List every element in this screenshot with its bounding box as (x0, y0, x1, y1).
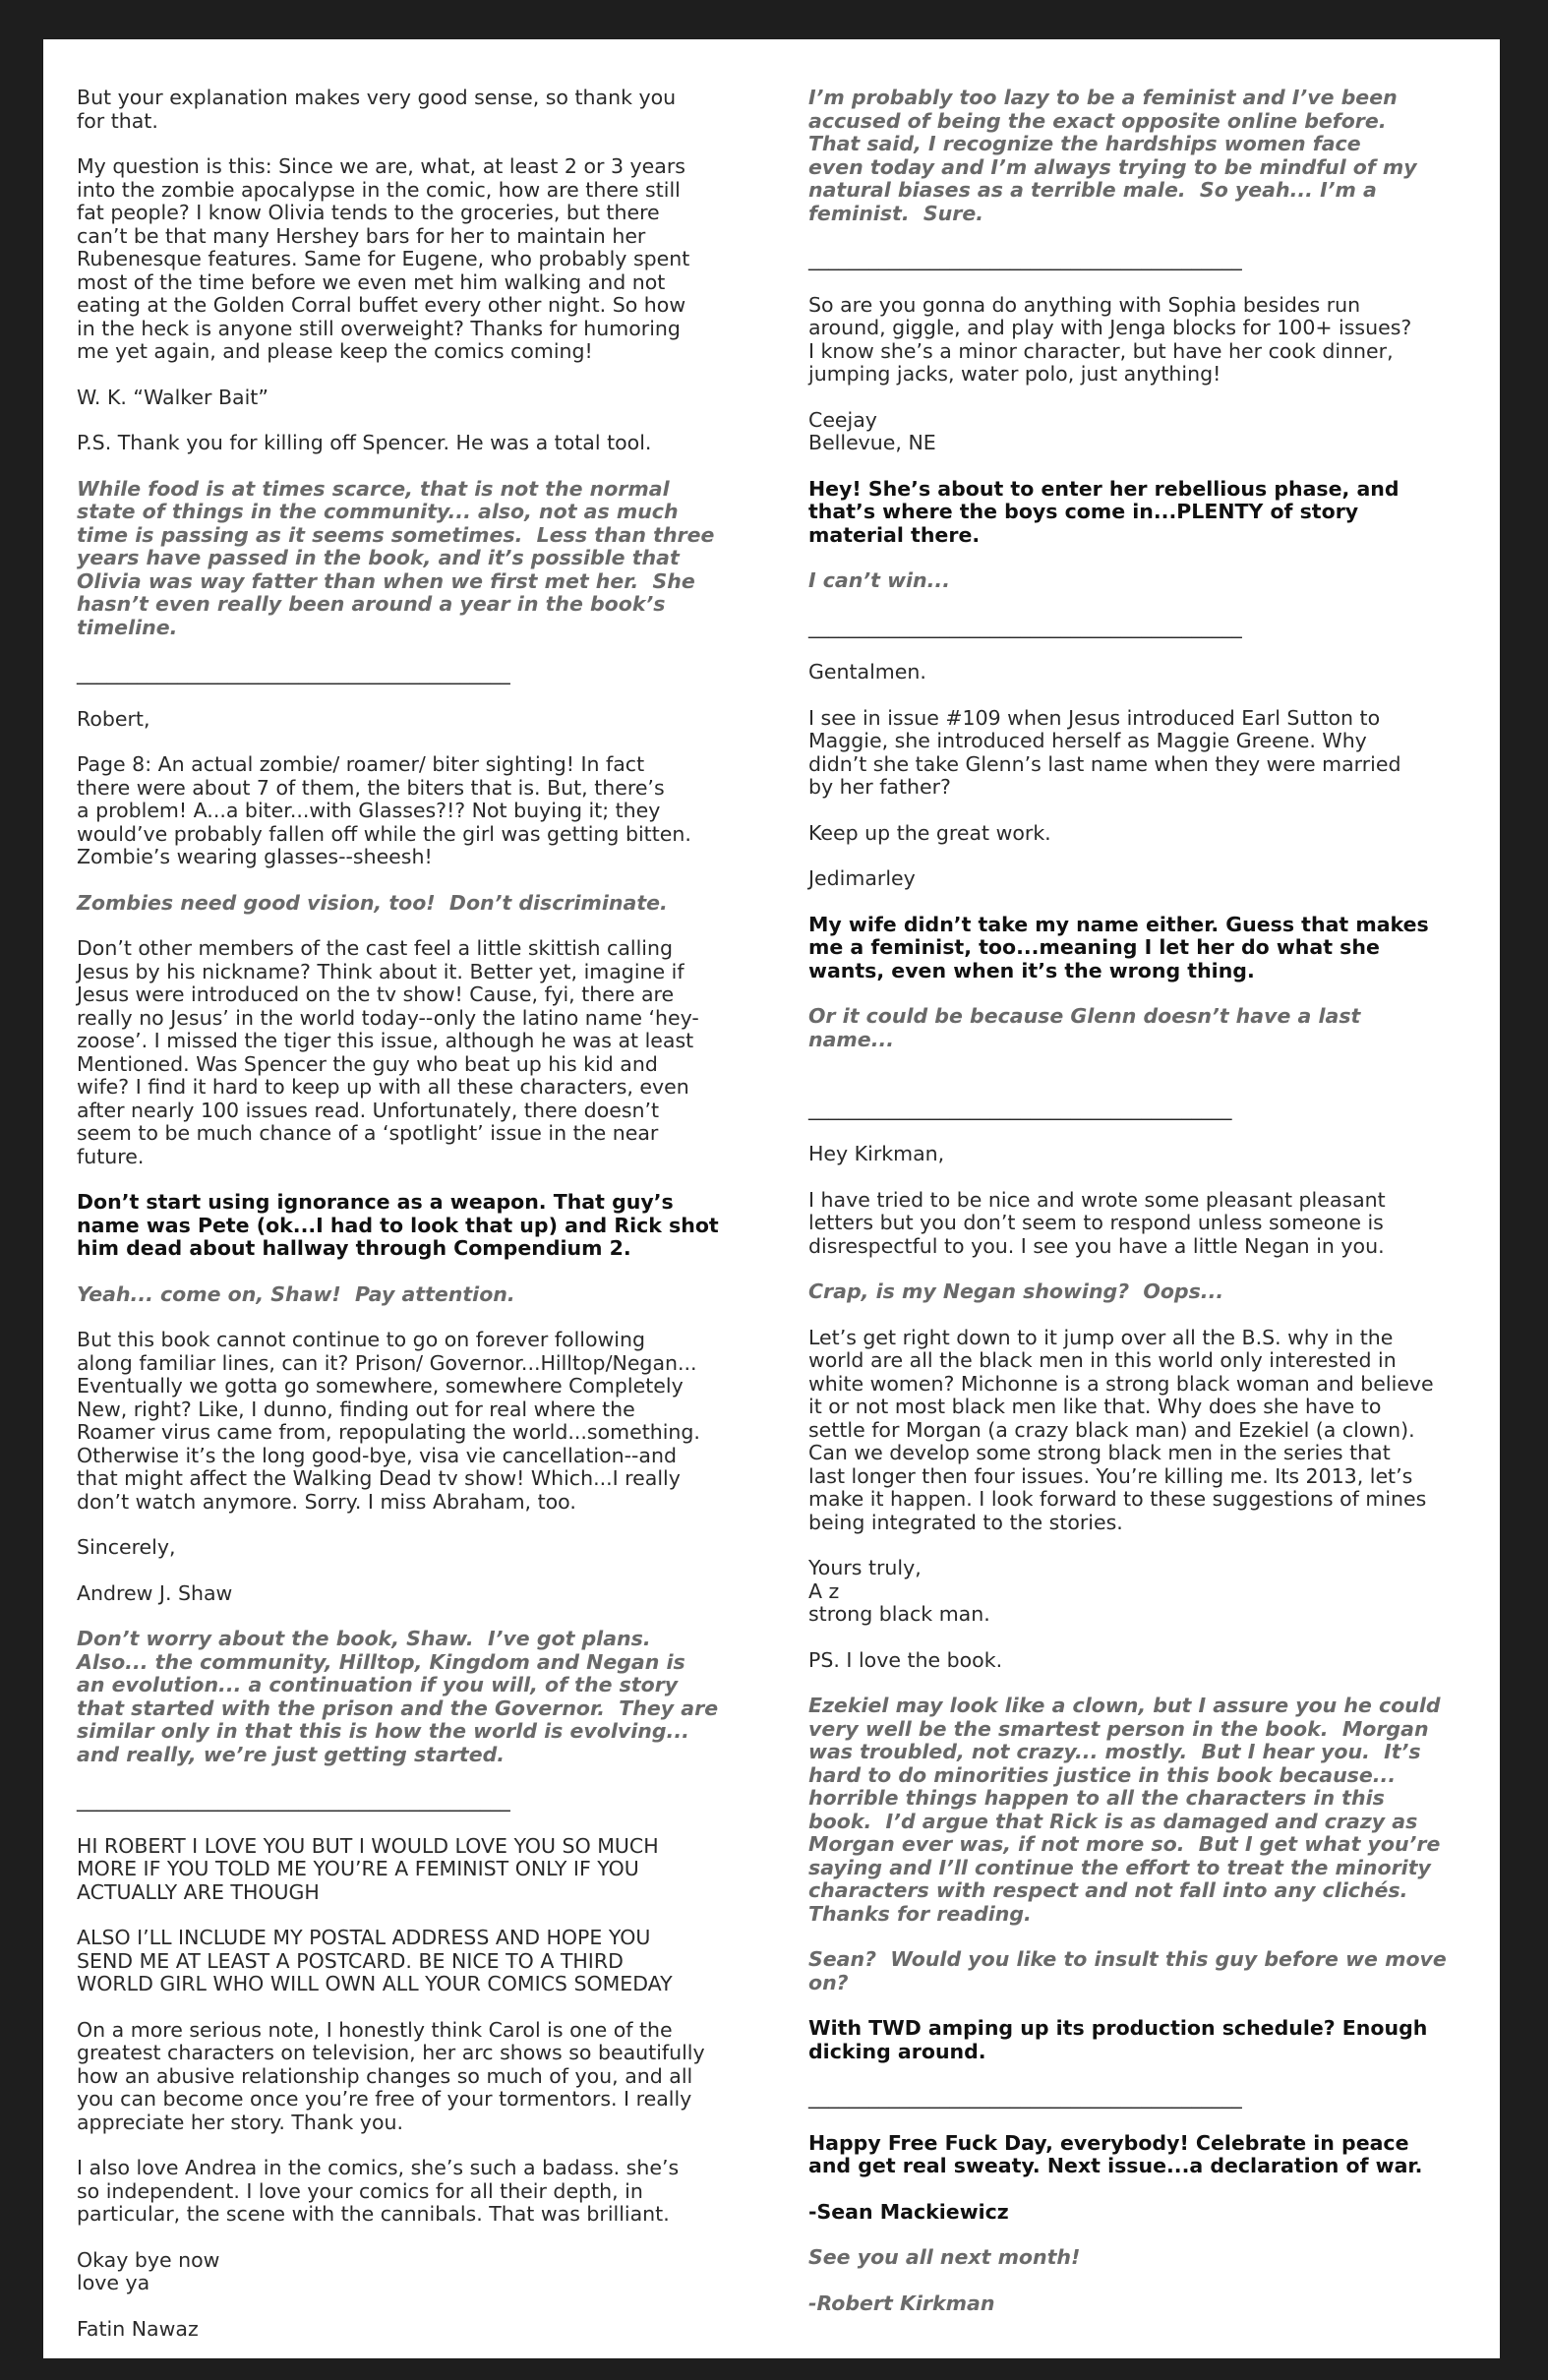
letter-paragraph: I have tried to be nice and wrote some pleasant pleasant letters but you don’t seem to respond unless someone is disrespectful to you. I see you have a little Negan in you. (808, 1187, 1386, 1258)
editor-reply: I’m probably too lazy to be a feminist and I’ve been accused of being the exact opposite online before. That said, I recognize the hardships women face even today and I’m always trying to be mindful of my natural biases as a terrible male. So yeah... I’m a feminist. Sure. (808, 86, 1417, 225)
letter-paragraph: Don’t other members of the cast feel a little skittish calling Jesus by his nickname? Think about it. Better yet, imagine if Jesus were introduced on the tv show! Cause, fyi, there are really no Jesus’ in the world today--only the latino name ‘hey- zoose’. I missed the tiger this issue, although he was at least Mentioned. Was Spencer the guy who beat up his kid and wife? I find it hard to keep up with all these characters, even after nearly 100 issues read. Unfortunately, there doesn’t seem to be much chance of a ‘spotlight’ issue in the near future. (77, 936, 699, 1168)
editor-reply: Yeah... come on, Shaw! Pay attention. (77, 1281, 515, 1306)
letter-paragraph: W. K. “Walker Bait” (77, 385, 268, 409)
letter-paragraph: My question is this: Since we are, what, at least 2 or 3 years into the zombie apocalypse in the comic, how are there still fat people? I know Olivia tends to the groceries, but there can’t be that many Hershey bars for her to maintain her Rubenesque features. Same for Eugene, who probably spent most of the time before we even met him walking and not eating at the Golden Corral buffet every other night. So how in the heck is anyone still overweight? Thanks for humoring me yet again, and please keep the comics coming! (77, 154, 690, 363)
letter-paragraph: Yours truly, A z strong black man. (808, 1556, 990, 1626)
separator-line: ___________________________________________ (808, 2085, 1242, 2109)
letter-paragraph: I see in issue #109 when Jesus introduced Earl Sutton to Maggie, she introduced herself as Maggie Greene. Why didn’t she take Glenn’s last name when they were married by her father? (808, 705, 1401, 799)
editor-reply: While food is at times scarce, that is not the normal state of things in the community... also, not as much time is passing as it seems sometimes. Less than three years have passed in the book, and it’s possible that Olivia was way fatter than when we first met her. She hasn’t even really been around a year in the book’s timeline. (77, 476, 715, 639)
letter-paragraph: Fatin Nawaz (77, 2316, 199, 2341)
letter-paragraph: So are you gonna do anything with Sophia besides run around, giggle, and play with Jenga blocks for 100+ issues? I know she’s a minor character, but have her cook dinner, jumping jacks, water polo, just anything! (808, 292, 1412, 386)
editor-reply-bold: My wife didn’t take my name either. Guess that makes me a feminist, too...meaning I let her do what she wants, even when it’s the wrong thing. (808, 912, 1429, 982)
letter-paragraph: But your explanation makes very good sense, so thank you for that. (77, 86, 677, 133)
editor-reply-bold: Don’t start using ignorance as a weapon. That guy’s name was Pete (ok...I had to look that up) and Rick shot him dead about hallway through Compendium 2. (77, 1190, 719, 1260)
letter-paragraph: Keep up the great work. (808, 820, 1051, 845)
editor-reply: Zombies need good vision, too! Don’t discriminate. (77, 890, 668, 915)
separator-line: ___________________________________________ (808, 247, 1242, 270)
editor-reply: I can’t win... (808, 568, 950, 592)
editor-reply-bold: Hey! She’s about to enter her rebellious phase, and that’s where the boys come in...PLENTY of story material there. (808, 476, 1399, 547)
letter-paragraph: Robert, (77, 706, 150, 731)
right-column (808, 87, 1497, 2338)
editor-reply-bold: Happy Free Fuck Day, everybody! Celebrate in peace and get real sweaty. Next issue...a declaration of war. (808, 2130, 1423, 2177)
letter-paragraph: Jedimarley (808, 866, 916, 890)
editor-reply: Sean? Would you like to insult this guy before we move on? (808, 1947, 1447, 1994)
letter-paragraph: But this book cannot continue to go on forever following along familiar lines, can it? Prison/ Governor...Hilltop/Negan... Eventually we gotta go somewhere, somewhere Completely New, right? Like, I dunno, finding out for real where the Roamer virus came from, repopulating the world...something. Otherwise it’s the long good-bye, visa vie cancellation--and that might affect the Walking Dead tv show! Which...I really don’t watch anymore. Sorry. I miss Abraham, too. (77, 1328, 700, 1514)
letter-paragraph: I also love Andrea in the comics, she’s such a badass. she’s so independent. I love your comics for all their depth, in particular, the scene with the cannibals. That was brilliant. (77, 2156, 680, 2226)
letter-paragraph: Okay bye now love ya (77, 2247, 220, 2294)
editor-reply: -Robert Kirkman (808, 2291, 995, 2315)
separator-line: __________________________________________ (808, 1096, 1232, 1120)
letter-paragraph: Andrew J. Shaw (77, 1580, 233, 1605)
letter-paragraph: HI ROBERT I LOVE YOU BUT I WOULD LOVE YOU SO MUCH MORE IF YOU TOLD ME YOU’RE A FEMINIST ONLY IF YOU ACTUALLY ARE THOUGH (77, 1833, 659, 1904)
letter-paragraph: On a more serious note, I honestly think Carol is one of the greatest characters on television, her arc shows so beautifully how an abusive relationship changes so much of you, and all you can become once you’re free of your tormentors. I really appreciate her story. Thank you. (77, 2017, 705, 2134)
letters-page (43, 39, 1500, 2358)
letter-paragraph: Hey Kirkman, (808, 1142, 945, 1165)
letter-paragraph: Gentalmen. (808, 660, 926, 684)
editor-reply: Or it could be because Glenn doesn’t have a last name... (808, 1004, 1361, 1051)
editor-reply-bold: With TWD amping up its production schedule? Enough dicking around. (808, 2016, 1428, 2063)
letter-paragraph: ALSO I’LL INCLUDE MY POSTAL ADDRESS AND HOPE YOU SEND ME AT LEAST A POSTCARD. BE NICE TO A THIRD WORLD GIRL WHO WILL OWN ALL YOUR COMICS SOMEDAY (77, 1926, 673, 1995)
editor-reply: See you all next month! (808, 2245, 1081, 2269)
letter-paragraph: PS. I love the book. (808, 1647, 1003, 1672)
editor-reply: Don’t worry about the book, Shaw. I’ve got plans. Also... the community, Hilltop, Kingdom and Negan is an evolution... a continuation if you will, of the story that started with the prison and the Governor. They are similar only in that this is how the world is evolving... and really, we’re just getting started. (77, 1627, 719, 1766)
letter-paragraph: Sincerely, (77, 1535, 176, 1559)
separator-line: ___________________________________________ (77, 661, 510, 684)
letter-paragraph: Let’s get right down to it jump over all the B.S. why in the world are all the black men in this world only interested in white women? Michonne is a strong black woman and believe it or not most black men like that. Why does she have to settle for Morgan (a crazy black man) and Ezekiel (a clown). Can we develop some strong black men in the series that last longer then four issues. You’re killing me. Its 2013, let’s make it happen. I look forward to these suggestions of mines being integrated to the stories. (808, 1325, 1434, 1534)
editor-reply-bold: -Sean Mackiewicz (808, 2199, 1009, 2224)
separator-line: ___________________________________________ (808, 614, 1242, 638)
letter-paragraph: P.S. Thank you for killing off Spencer. He was a total tool. (77, 431, 652, 454)
separator-line: ___________________________________________ (77, 1788, 510, 1812)
letter-paragraph: Page 8: An actual zombie/ roamer/ biter sighting! In fact there were about 7 of them, the biters that is. But, there’s a problem! A...a biter...with Glasses?!? Not buying it; they would’ve probably fallen off while the girl was getting bitten. Zombie’s wearing glasses--sheesh! (77, 752, 691, 868)
left-column (77, 87, 765, 2363)
letter-paragraph: Ceejay Bellevue, NE (808, 407, 936, 454)
editor-reply: Ezekiel may look like a clown, but I assure you he could very well be the smartest person in the book. Morgan was troubled, not crazy... mostly. But I hear you. It’s hard to do minorities justice in this book because... horrible things happen to all the characters in this book. I’d argue that Rick is as damaged and crazy as Morgan ever was, if not more so. But I get what you’re saying and I’ll continue the effort to treat the minority characters with respect and not fall into any clichés. Thanks for reading. (808, 1694, 1441, 1926)
editor-reply: Crap, is my Negan showing? Oops... (808, 1279, 1224, 1303)
